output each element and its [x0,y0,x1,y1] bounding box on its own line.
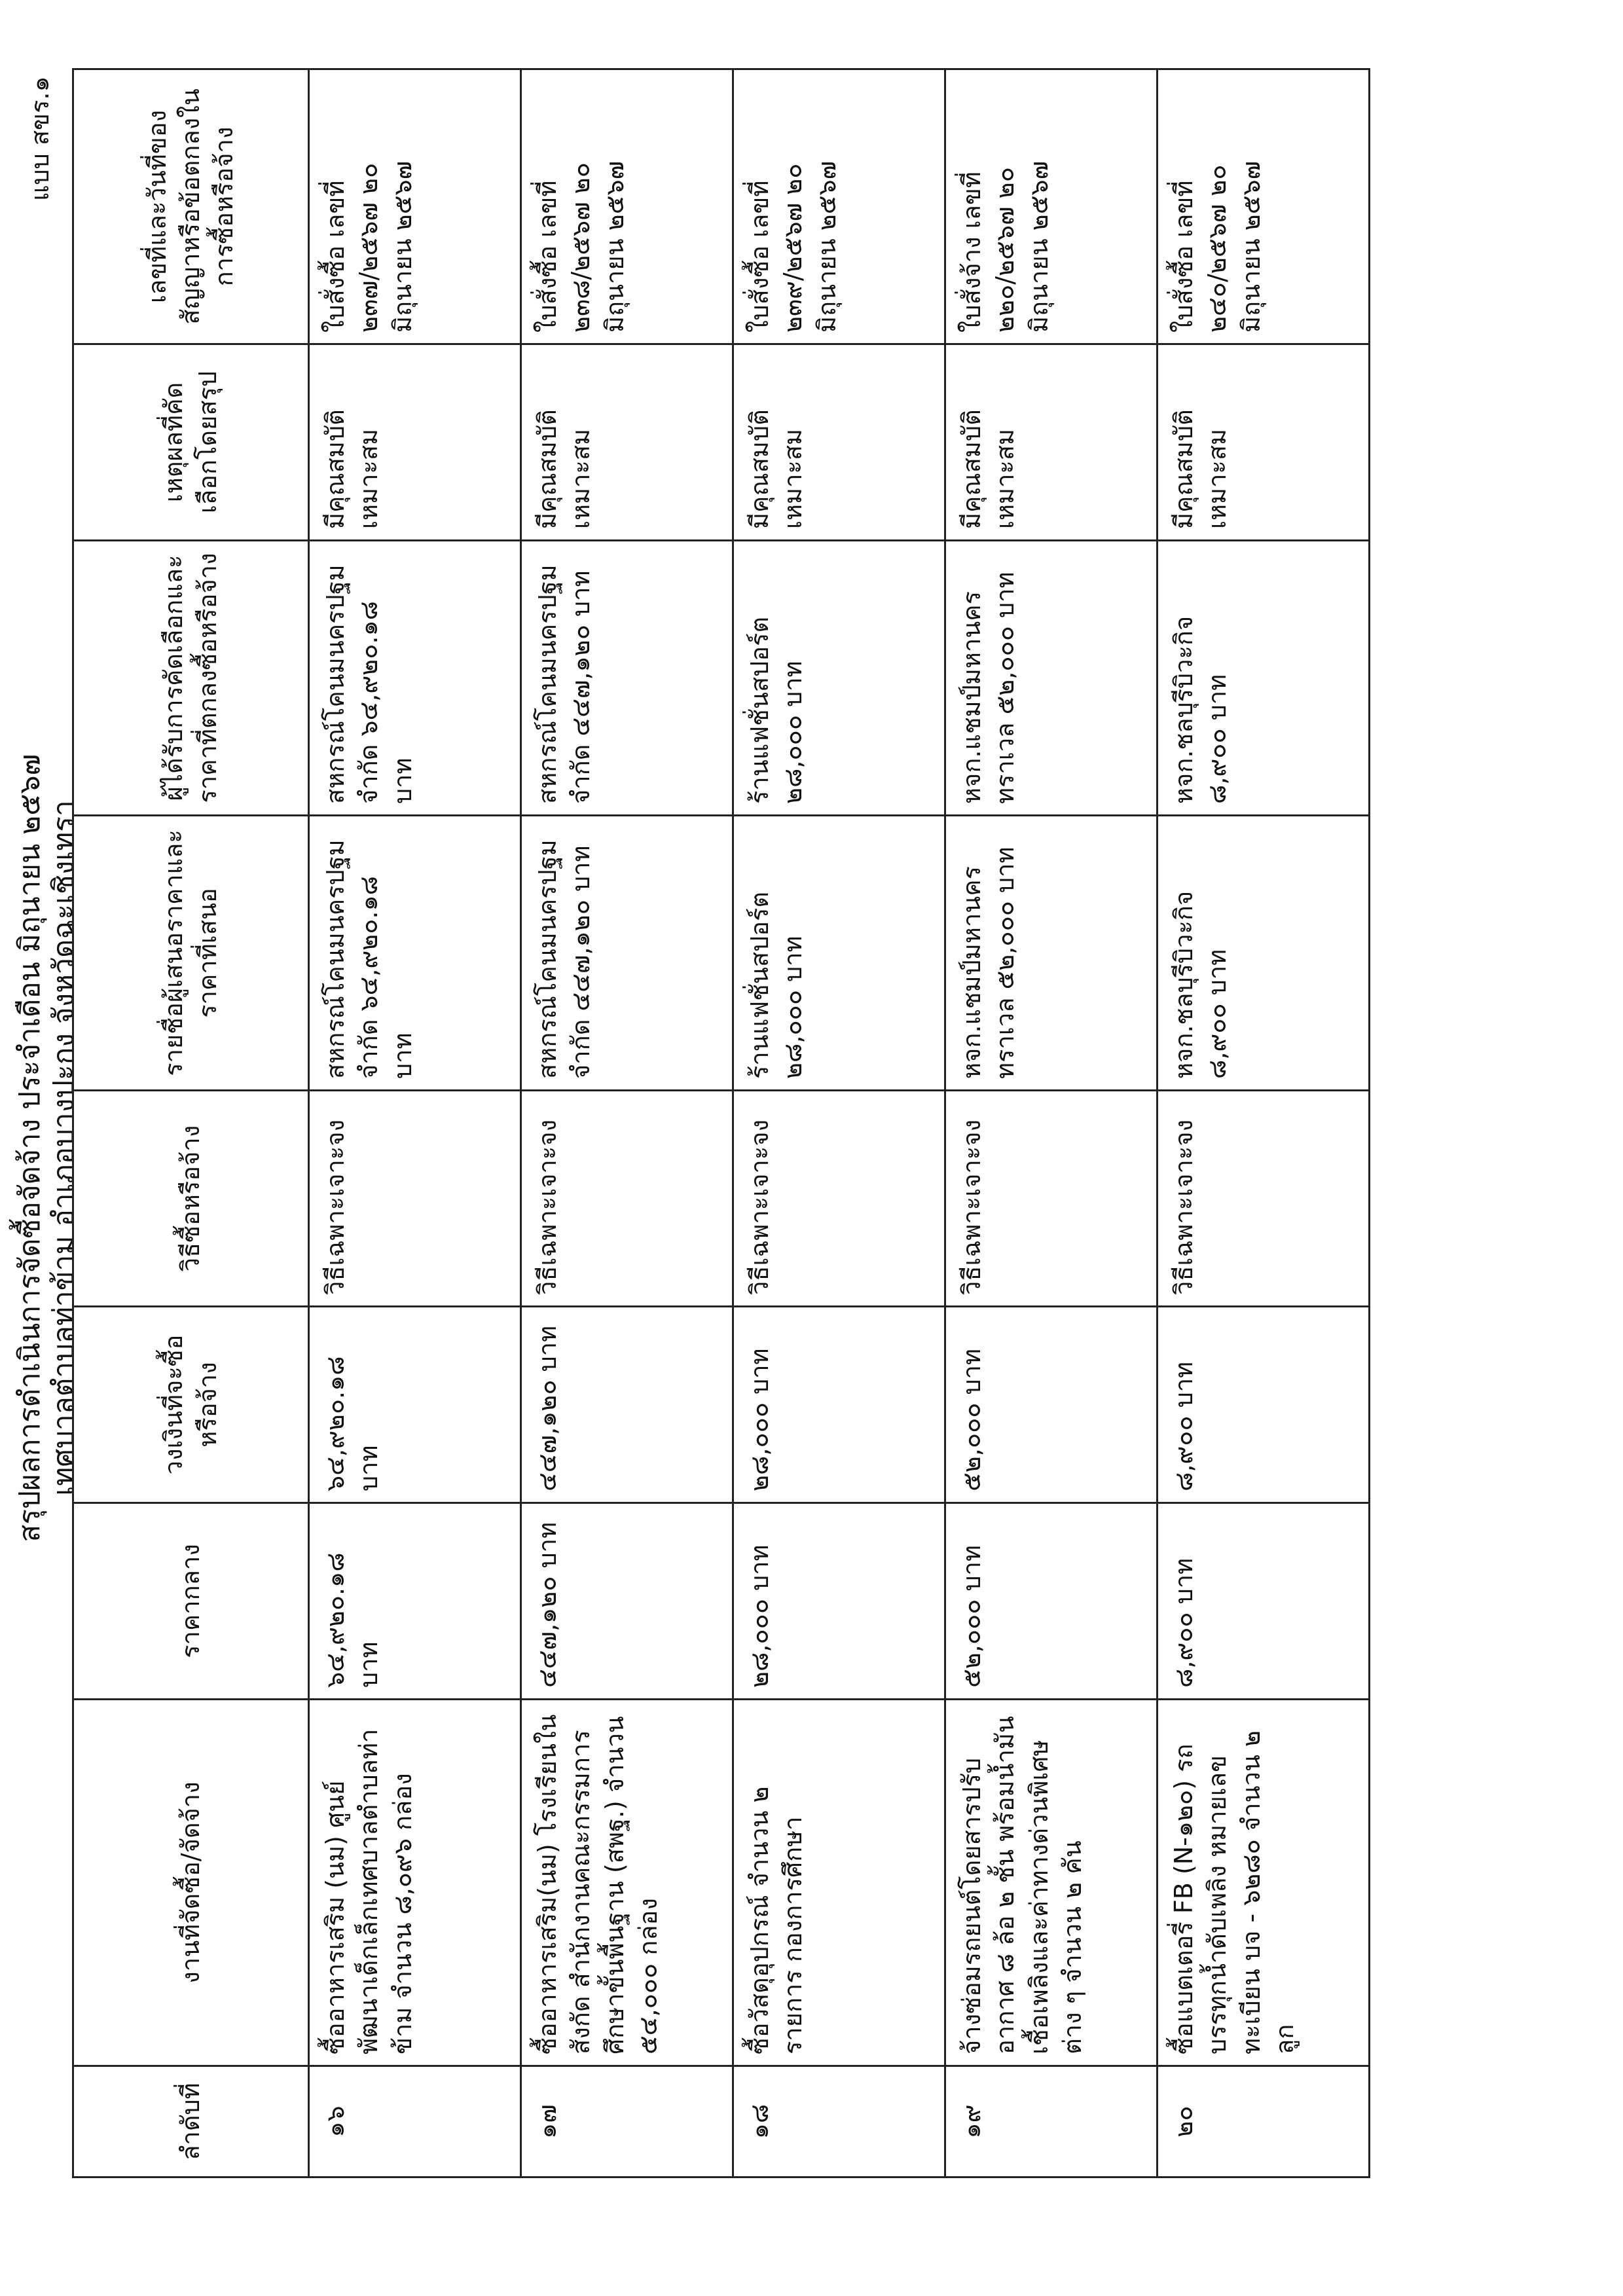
cell-contract: ใบสั่งซื้อ เลขที่ ๒๔๐/๒๕๖๗ ๒๐ มิถุนายน ๒๕๖๗ [1158,69,1370,344]
cell-median-price: ๖๔,๙๒๐.๑๘ บาท [309,1503,521,1700]
cell-median-price: ๕๒,๐๐๐ บาท [945,1503,1158,1700]
cell-median-price: ๒๘,๐๐๐ บาท [733,1503,945,1700]
column-header-bidders: รายชื่อผู้เสนอราคาและราคาที่เสนอ [73,816,309,1091]
column-header-median-price: ราคากลาง [73,1503,309,1700]
cell-reason: มีคุณสมบัติเหมาะสม [945,344,1158,541]
cell-no: ๑๙ [945,2066,1158,2178]
cell-no: ๑๗ [521,2066,733,2178]
cell-budget: ๕๒,๐๐๐ บาท [945,1307,1158,1503]
cell-bidders: สหกรณ์โคนมนครปฐม จำกัด ๔๔๗,๑๒๐ บาท [521,816,733,1091]
cell-no: ๑๖ [309,2066,521,2178]
cell-contract: ใบสั่งซื้อ เลขที่ ๒๓๙/๒๕๖๗ ๒๐ มิถุนายน ๒๕๖๗ [733,69,945,344]
cell-bidders: ร้านแฟชั่นสปอร์ต ๒๘,๐๐๐ บาท [733,816,945,1091]
cell-reason: มีคุณสมบัติเหมาะสม [733,344,945,541]
cell-bidders: หจก.ชลบุรีบิวะกิจ ๘,๙๐๐ บาท [1158,816,1370,1091]
table-row [521,69,733,2178]
cell-method: วิธีเฉพาะเจาะจง [309,1091,521,1307]
cell-reason: มีคุณสมบัติเหมาะสม [1158,344,1370,541]
form-code: แบบ สขร.๑ [26,76,54,201]
column-header-reason: เหตุผลที่คัดเลือกโดยสรุป [73,344,309,541]
cell-winner: สหกรณ์โคนมนครปฐม จำกัด ๖๔,๙๒๐.๑๘ บาท [309,541,521,816]
cell-bidders: สหกรณ์โคนมนครปฐม จำกัด ๖๔,๙๒๐.๑๘ บาท [309,816,521,1091]
table-row [1158,69,1370,2178]
cell-bidders: หจก.แชมป์มหานคร ทราเวล ๕๒,๐๐๐ บาท [945,816,1158,1091]
cell-reason: มีคุณสมบัติเหมาะสม [521,344,733,541]
cell-method: วิธีเฉพาะเจาะจง [1158,1091,1370,1307]
document-title: สรุปผลการดำเนินการจัดซื้อจัดจ้าง ประจำเดือน มิถุนายน ๒๕๖๗ [13,754,46,1542]
table-row [733,69,945,2178]
cell-budget: ๔๔๗,๑๒๐ บาท [521,1307,733,1503]
column-header-winner: ผู้ได้รับการคัดเลือกและราคาที่ตกลงซื้อหรือจ้าง [73,541,309,816]
cell-item: ซื้ออาหารเสริม(นม) โรงเรียนในสังกัด สำนักงานคณะกรรมการศึกษาขั้นพื้นฐาน (สพฐ.) จำนวน ๕๔,๐๐๐ กล่อง [521,1700,733,2066]
column-header-method: วิธีซื้อหรือจ้าง [73,1091,309,1307]
cell-item: ซื้อวัสดุอุปกรณ์ จำนวน ๒ รายการ กองการศึกษา [733,1700,945,2066]
cell-winner: หจก.แชมป์มหานคร ทราเวล ๕๒,๐๐๐ บาท [945,541,1158,816]
column-header-item: งานที่จัดซื้อ/จัดจ้าง [73,1700,309,2066]
column-header-no: ลำดับที่ [73,2066,309,2178]
cell-reason: มีคุณสมบัติเหมาะสม [309,344,521,541]
cell-winner: ร้านแฟชั่นสปอร์ต ๒๘,๐๐๐ บาท [733,541,945,816]
cell-contract: ใบสั่งซื้อ เลขที่ ๒๓๗/๒๕๖๗ ๒๐ มิถุนายน ๒๕๖๗ [309,69,521,344]
cell-winner: หจก.ชลบุรีบิวะกิจ ๘,๙๐๐ บาท [1158,541,1370,816]
cell-method: วิธีเฉพาะเจาะจง [945,1091,1158,1307]
cell-budget: ๘,๙๐๐ บาท [1158,1307,1370,1503]
table-row [309,69,521,2178]
cell-method: วิธีเฉพาะเจาะจง [733,1091,945,1307]
cell-method: วิธีเฉพาะเจาะจง [521,1091,733,1307]
document-subtitle: เทศบาลตำบลท่าข้าม อำเภอบางปะกง จังหวัดฉะเชิงเทรา [47,800,81,1496]
cell-item: ซื้ออาหารเสริม (นม) ศูนย์พัฒนาเด็กเล็กเทศบาลตำบลท่าข้าม จำนวน ๘,๐๙๖ กล่อง [309,1700,521,2066]
table-row [945,69,1158,2178]
procurement-summary-table [72,68,1370,2178]
cell-median-price: ๔๔๗,๑๒๐ บาท [521,1503,733,1700]
header-row [73,69,309,2178]
cell-item: ซื้อแบตเตอรี่ FB (N-๑๒๐) รถบรรทุกน้ำดับเพลิง หมายเลขทะเบียน บจ - ๖๒๘๐ จำนวน ๒ ลูก [1158,1700,1370,2066]
cell-budget: ๖๔,๙๒๐.๑๘ บาท [309,1307,521,1503]
cell-contract: ใบสั่งซื้อ เลขที่ ๒๓๘/๒๕๖๗ ๒๐ มิถุนายน ๒๕๖๗ [521,69,733,344]
cell-budget: ๒๘,๐๐๐ บาท [733,1307,945,1503]
column-header-budget: วงเงินที่จะซื้อหรือจ้าง [73,1307,309,1503]
cell-median-price: ๘,๙๐๐ บาท [1158,1503,1370,1700]
cell-contract: ใบสั่งจ้าง เลขที่ ๒๒๐/๒๕๖๗ ๒๐ มิถุนายน ๒๕๖๗ [945,69,1158,344]
cell-no: ๒๐ [1158,2066,1370,2178]
cell-item: จ้างซ่อมรถยนต์โดยสารปรับอากาศ ๘ ล้อ ๒ ชั้น พร้อมน้ำมันเชื้อเพลิงและค่าทางด่วนพิเศษต่าง ๆ จำนวน ๒ คัน [945,1700,1158,2066]
column-header-contract: เลขที่และวันที่ของสัญญาหรือข้อตกลงในการซื้อหรือจ้าง [73,69,309,344]
cell-no: ๑๘ [733,2066,945,2178]
cell-winner: สหกรณ์โคนมนครปฐม จำกัด ๔๔๗,๑๒๐ บาท [521,541,733,816]
